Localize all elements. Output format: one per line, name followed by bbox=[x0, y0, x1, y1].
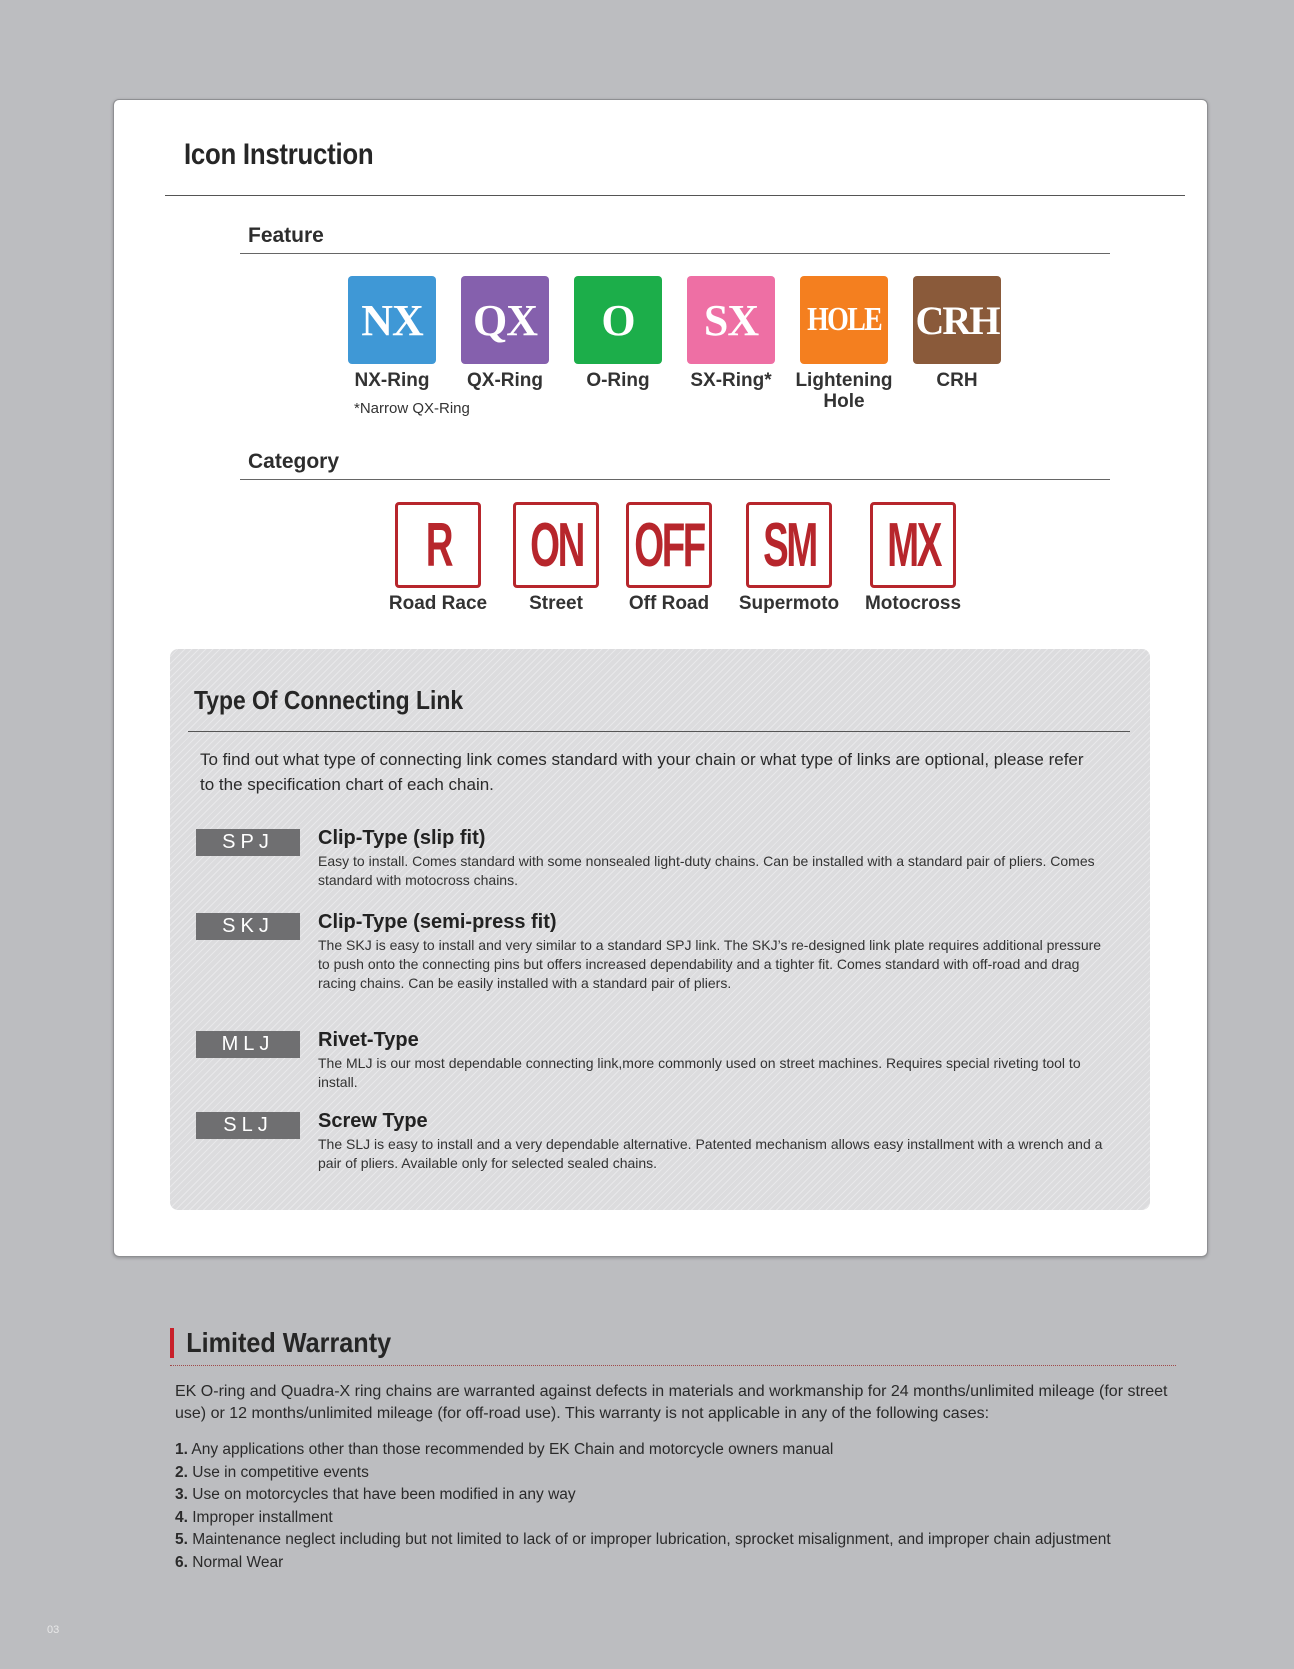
street-icon bbox=[513, 502, 599, 588]
crh-icon: CRH bbox=[913, 276, 1001, 364]
qx-ring-icon: QX bbox=[461, 276, 549, 364]
list-number: 4. bbox=[175, 1508, 188, 1526]
list-number: 6. bbox=[175, 1553, 188, 1571]
connecting-link-panel bbox=[170, 649, 1150, 1210]
list-text: Improper installment bbox=[192, 1508, 333, 1526]
warranty-exclusions-list bbox=[175, 1439, 1185, 1575]
list-number: 5. bbox=[175, 1531, 188, 1549]
divider bbox=[165, 195, 1185, 196]
connecting-link-title: Type Of Connecting Link bbox=[194, 685, 464, 715]
divider bbox=[188, 731, 1130, 732]
link-description: Easy to install. Comes standard with some nonsealed light-duty chains. Can be installed with a standard pair of pliers. Comes standard with motocross chains. bbox=[318, 853, 1095, 888]
icon-instruction-card bbox=[113, 99, 1208, 1257]
category-label: Supermoto bbox=[738, 593, 840, 614]
link-badge: SPJ bbox=[196, 829, 300, 856]
feature-label: O-Ring bbox=[586, 370, 650, 391]
list-item bbox=[175, 1507, 1185, 1530]
category-code: SM bbox=[762, 510, 816, 580]
list-item bbox=[175, 1484, 1185, 1507]
link-title: Screw Type bbox=[318, 1110, 428, 1132]
sx-ring-icon: SX bbox=[687, 276, 775, 364]
feature-heading: Feature bbox=[248, 224, 324, 247]
warranty-intro: EK O-ring and Quadra-X ring chains are warranted against defects in materials and workmanship for 24 months/unlimited mileage (for street use) or 12 months/unlimited mileage (for off-road use). This warranty is not applicable in any of the following cases: bbox=[175, 1383, 1168, 1422]
list-number: 3. bbox=[175, 1486, 188, 1504]
feature-lightening-hole bbox=[795, 276, 893, 412]
link-title: Clip-Type (semi-press fit) bbox=[318, 911, 557, 933]
connecting-link-intro: To find out what type of connecting link comes standard with your chain or what type of links are optional, please refer to the specification chart of each chain. bbox=[200, 750, 1084, 794]
category-code: MX bbox=[886, 510, 940, 580]
feature-sx-ring bbox=[687, 276, 775, 391]
category-code: OFF bbox=[634, 510, 704, 580]
feature-icons bbox=[114, 276, 1207, 426]
divider bbox=[240, 253, 1110, 254]
feature-footnote: *Narrow QX-Ring bbox=[354, 400, 470, 417]
category-label: Off Road bbox=[628, 593, 710, 614]
list-item bbox=[175, 1552, 1185, 1575]
feature-label-line: Lightening bbox=[795, 370, 893, 391]
category-code: ON bbox=[529, 510, 583, 580]
list-text: Normal Wear bbox=[192, 1553, 284, 1571]
feature-label: CRH bbox=[936, 370, 978, 391]
hole-code: HOLE bbox=[806, 301, 882, 338]
supermoto-icon bbox=[746, 502, 832, 588]
link-badge: MLJ bbox=[196, 1031, 300, 1058]
list-item bbox=[175, 1439, 1185, 1462]
link-description: The SKJ is easy to install and very similar to a standard SPJ link. The SKJ’s re-designed link plate requires additional pressure to push onto the connecting pins but offers increased dependability and a tighter fit. Comes standard with off-road and drag racing chains. Can be easily installed with a standard pair of pliers. bbox=[318, 937, 1102, 991]
feature-o-ring bbox=[574, 276, 662, 391]
category-road-race bbox=[388, 502, 488, 615]
category-label: Street bbox=[529, 593, 583, 614]
category-heading: Category bbox=[248, 450, 340, 473]
list-item bbox=[175, 1462, 1185, 1485]
feature-label: NX-Ring bbox=[354, 370, 430, 391]
feature-qx-ring bbox=[461, 276, 549, 391]
feature-label: SX-Ring* bbox=[690, 370, 772, 391]
o-ring-icon: O bbox=[574, 276, 662, 364]
icon-instruction-title: Icon Instruction bbox=[184, 138, 374, 171]
dotted-divider bbox=[170, 1365, 1176, 1366]
category-code: R bbox=[425, 510, 451, 580]
list-text: Maintenance neglect including but not limited to lack of or improper lubrication, sprocket misalignment, and improper chain adjustment bbox=[192, 1531, 1111, 1549]
list-text: Use in competitive events bbox=[192, 1463, 369, 1481]
divider bbox=[240, 479, 1110, 480]
list-number: 2. bbox=[175, 1463, 188, 1481]
category-label: Motocross bbox=[864, 593, 962, 614]
list-number: 1. bbox=[175, 1441, 188, 1458]
list-item bbox=[175, 1529, 1185, 1552]
category-label: Road Race bbox=[388, 593, 488, 614]
category-supermoto bbox=[738, 502, 840, 615]
off-road-icon bbox=[626, 502, 712, 588]
feature-nx-ring bbox=[348, 276, 436, 391]
lightening-hole-icon bbox=[800, 276, 888, 364]
list-text: Use on motorcycles that have been modified in any way bbox=[192, 1486, 576, 1504]
category-icons bbox=[114, 502, 1207, 622]
warranty-title: Limited Warranty bbox=[186, 1327, 392, 1358]
motocross-icon bbox=[870, 502, 956, 588]
link-badge: SLJ bbox=[196, 1112, 300, 1139]
nx-ring-icon: NX bbox=[348, 276, 436, 364]
feature-label-line: Hole bbox=[823, 391, 865, 412]
link-description: The SLJ is easy to install and a very dependable alternative. Patented mechanism allows easy installment with a wrench and a pair of pliers. Available only for selected sealed chains. bbox=[318, 1136, 1103, 1171]
page-number: 03 bbox=[47, 1624, 60, 1636]
feature-crh bbox=[913, 276, 1001, 391]
feature-label: QX-Ring bbox=[467, 370, 543, 391]
category-off-road bbox=[626, 502, 712, 615]
list-text: Any applications other than those recommended by EK Chain and motorcycle owners manual bbox=[191, 1441, 834, 1458]
road-race-icon bbox=[395, 502, 481, 588]
category-motocross bbox=[864, 502, 962, 615]
link-title: Rivet-Type bbox=[318, 1029, 419, 1051]
link-description: The MLJ is our most dependable connecting link,more commonly used on street machines. Requires special riveting tool to install. bbox=[318, 1055, 1081, 1090]
link-title: Clip-Type (slip fit) bbox=[318, 827, 486, 849]
link-badge: SKJ bbox=[196, 913, 300, 940]
